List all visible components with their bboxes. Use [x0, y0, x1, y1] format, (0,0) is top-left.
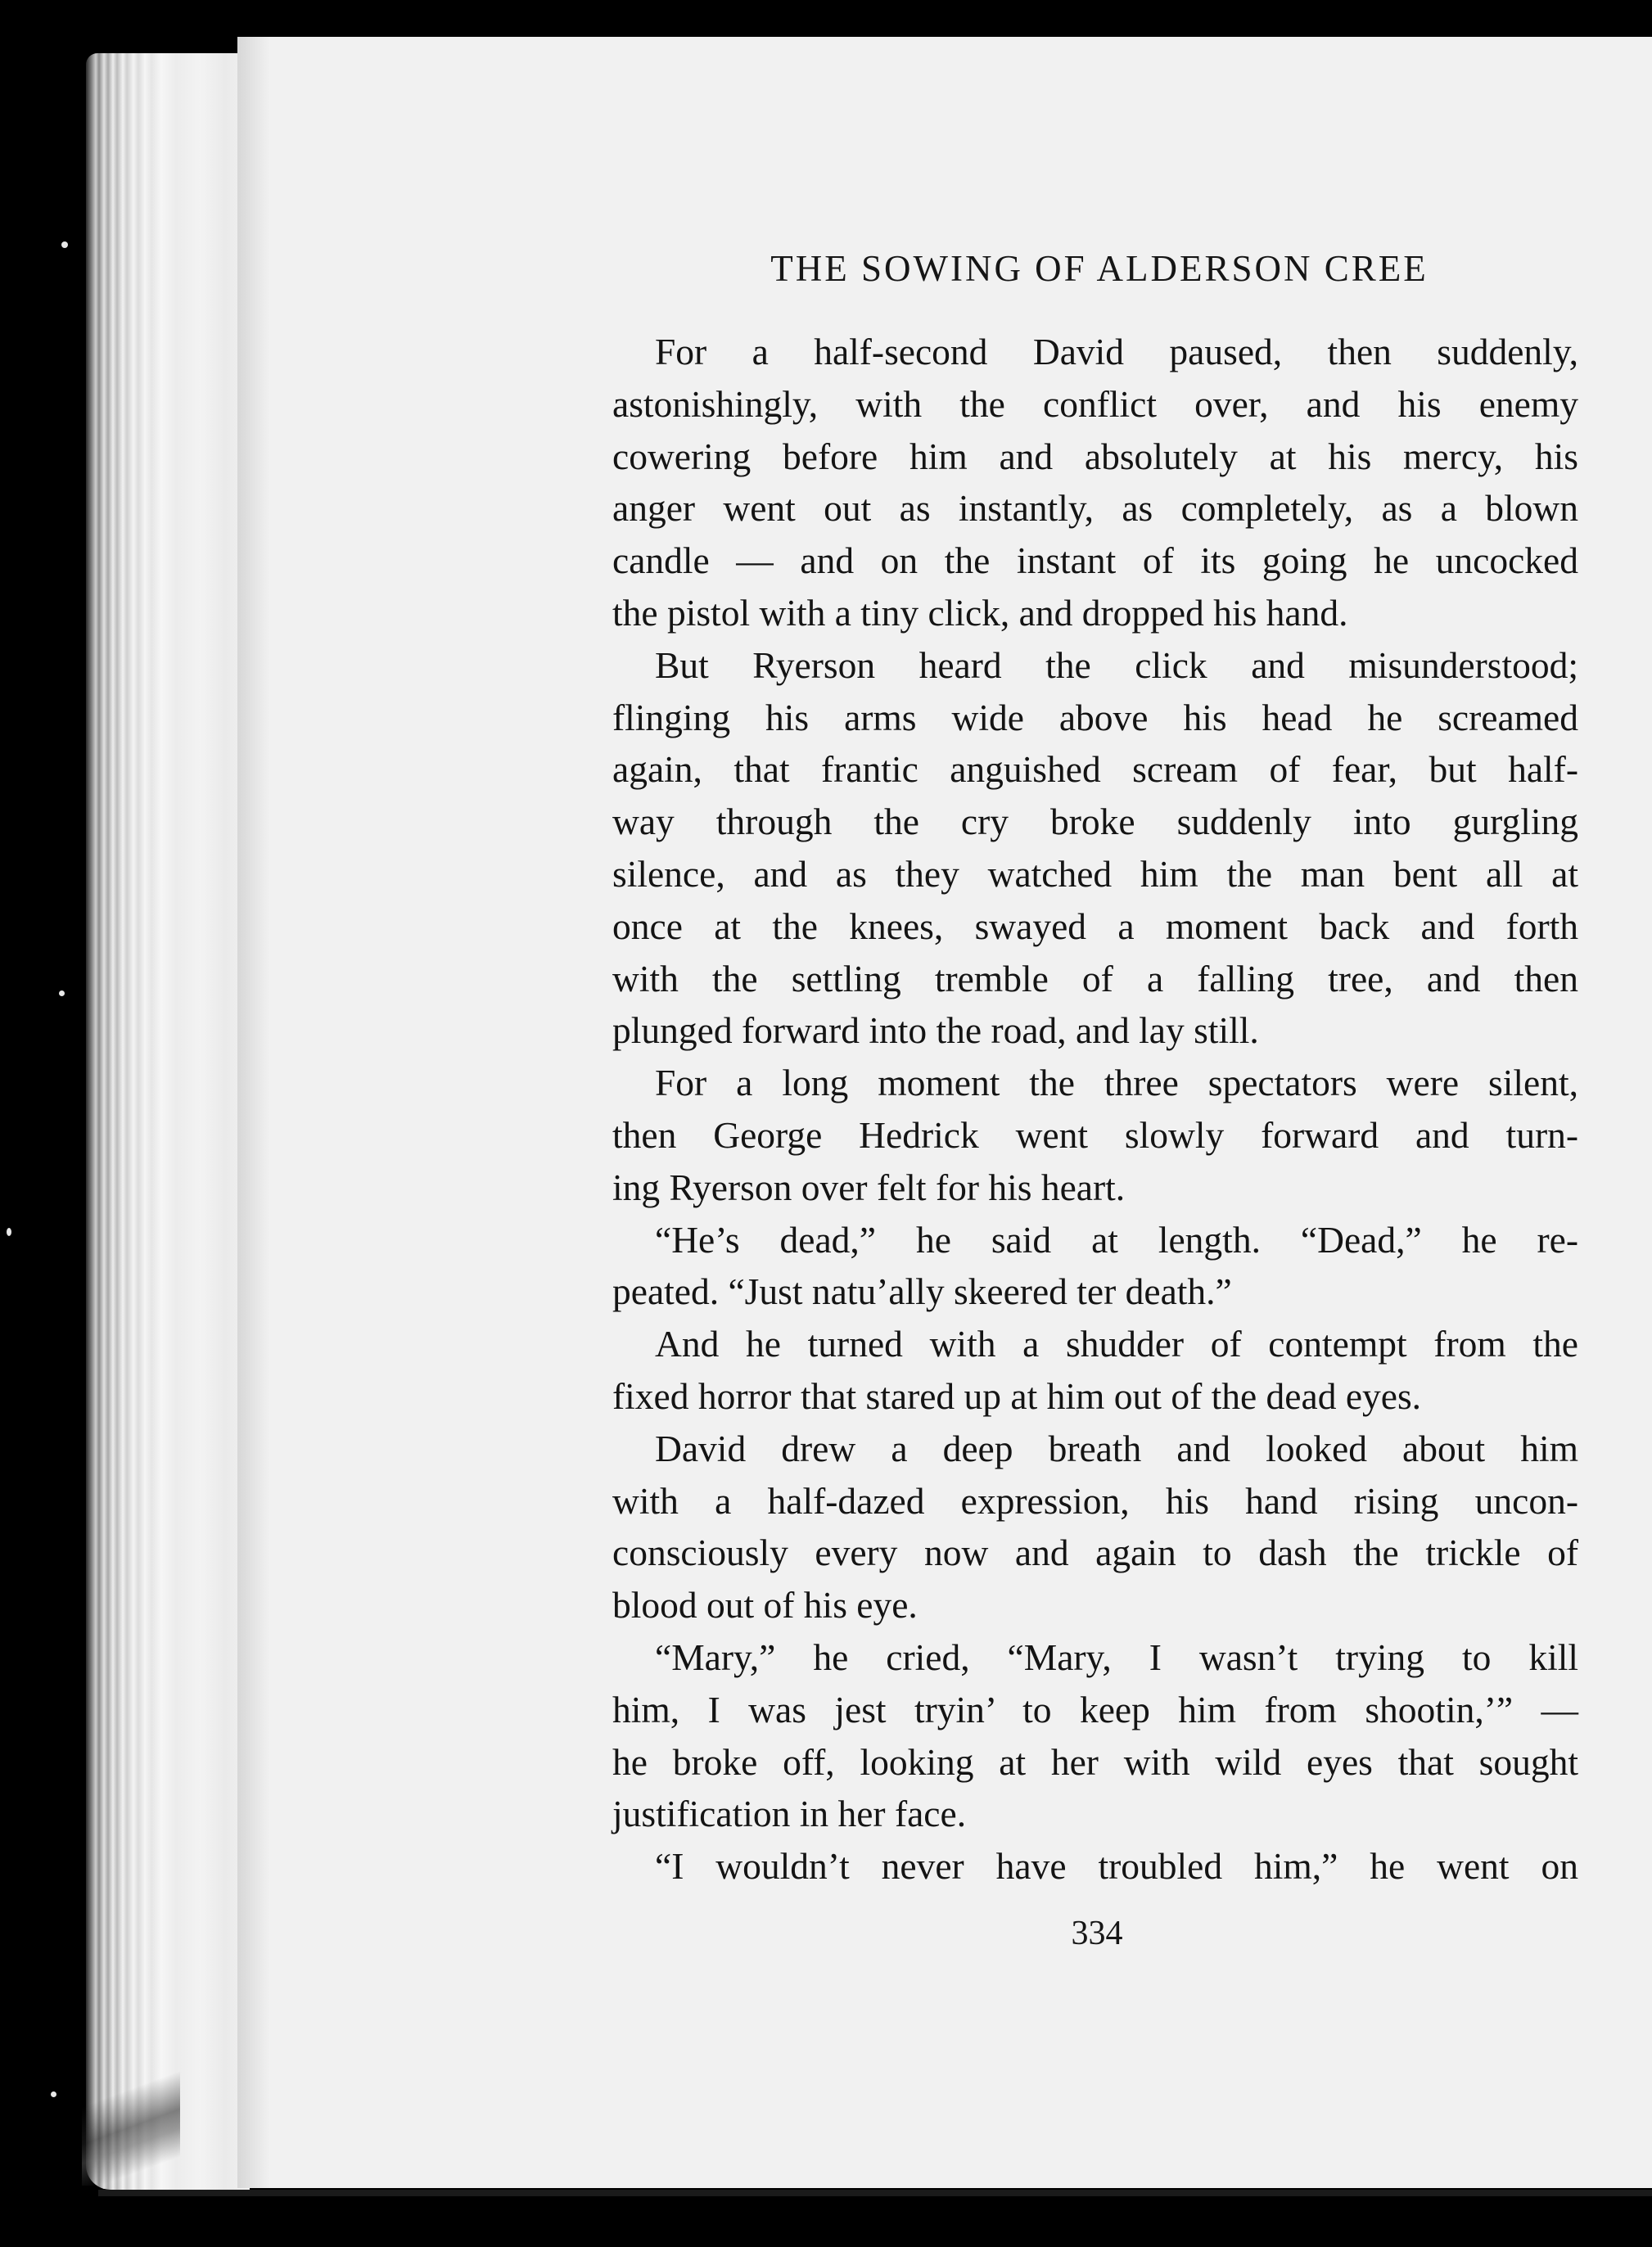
text-line: ing Ryerson over felt for his heart.: [612, 1166, 1126, 1208]
text-line: justification in her face.: [612, 1793, 967, 1835]
page-edges: [86, 53, 250, 2190]
dust-speck: [61, 241, 68, 248]
text-line: him, I was jest tryin’ to keep him from shootin,’” —: [612, 1688, 1578, 1730]
gutter-shadow: [237, 37, 270, 2188]
text-line: fixed horror that stared up at him out of the dead eyes.: [612, 1374, 1422, 1417]
text-line: “He’s dead,” he said at length. “Dead,” he re-: [655, 1218, 1578, 1261]
body-text: [612, 326, 1578, 1893]
text-line: the pistol with a tiny click, and dropped his hand.: [612, 591, 1348, 634]
text-line: with a half-dazed expression, his hand rising uncon-: [612, 1479, 1578, 1522]
text-line: For a long moment the three spectators were silent,: [655, 1062, 1578, 1104]
text-line: For a half-second David paused, then suddenly,: [655, 331, 1578, 372]
running-head: THE SOWING OF ALDERSON CREE: [770, 248, 1429, 289]
text-line: anger went out as instantly, as completely, as a blown: [612, 487, 1578, 530]
dust-speck: [7, 1228, 11, 1236]
text-line: once at the knees, swayed a moment back and forth: [612, 905, 1578, 947]
text-line: But Ryerson heard the click and misunderstood;: [655, 643, 1578, 686]
page-edges-shadow: [82, 2030, 180, 2186]
text-line: astonishingly, with the conflict over, and his enemy: [612, 382, 1578, 425]
text-line: “I wouldn’t never have troubled him,” he went on: [655, 1845, 1578, 1888]
dust-speck: [51, 2091, 56, 2097]
page-bottom-edge: [98, 2190, 1652, 2196]
text-line: again, that frantic anguished scream of fear, but half-: [612, 748, 1578, 791]
text-line: “Mary,” he cried, “Mary, I wasn’t trying to kill: [655, 1636, 1578, 1678]
text-line: silence, and as they watched him the man bent all at: [612, 852, 1578, 895]
text-line: cowering before him and absolutely at his mercy, his: [612, 435, 1578, 477]
page-number: 334: [1071, 1915, 1123, 1952]
text-line: And he turned with a shudder of contempt from the: [655, 1323, 1578, 1365]
text-line: plunged forward into the road, and lay still.: [612, 1009, 1259, 1052]
text-line: David drew a deep breath and looked about him: [655, 1427, 1578, 1469]
text-line: blood out of his eye.: [612, 1584, 918, 1627]
text-line: he broke off, looking at her with wild eyes that sought: [612, 1740, 1578, 1783]
text-line: candle — and on the instant of its going he uncocked: [612, 539, 1578, 582]
dust-speck: [59, 990, 65, 996]
text-line: way through the cry broke suddenly into gurgling: [612, 801, 1578, 843]
text-line: with the settling tremble of a falling tree, and then: [612, 957, 1578, 999]
text-line: then George Hedrick went slowly forward and turn-: [612, 1113, 1578, 1156]
text-line: peated. “Just natu’ally skeered ter death.”: [612, 1270, 1232, 1313]
text-line: consciously every now and again to dash the trickle of: [612, 1532, 1578, 1574]
text-line: flinging his arms wide above his head he screamed: [612, 696, 1578, 738]
